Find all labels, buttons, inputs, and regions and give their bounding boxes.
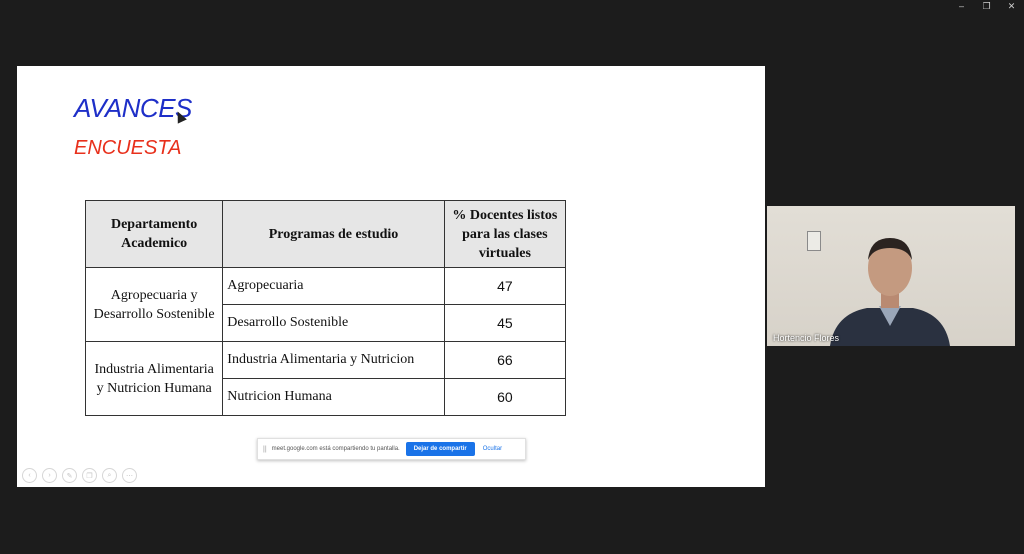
drag-handle-icon[interactable]: || (263, 445, 267, 453)
pen-icon[interactable]: ✎ (62, 468, 77, 483)
screen-share-bar (257, 438, 526, 460)
stop-sharing-button[interactable]: Dejar de compartir (406, 442, 475, 456)
share-message: meet.google.com está compartiendo tu pantalla. (271, 446, 400, 452)
program-cell: Nutricion Humana (223, 379, 444, 416)
program-cell: Agropecuaria (223, 268, 444, 305)
slide-subtitle: ENCUESTA (74, 137, 182, 159)
minimize-icon[interactable]: – (958, 0, 964, 11)
window-controls (949, 0, 1024, 12)
restore-icon[interactable]: ❐ (982, 0, 991, 11)
participant-video-tile[interactable] (767, 206, 1015, 346)
next-icon[interactable]: › (42, 468, 57, 483)
program-cell: Industria Alimentaria y Nutricion (223, 342, 444, 379)
percent-cell: 47 (444, 268, 565, 305)
header-department: Departamento Academico (86, 201, 223, 268)
copy-icon[interactable]: ❐ (82, 468, 97, 483)
header-percent: % Docentes listos para las clases virtuales (444, 201, 565, 268)
percent-cell: 60 (444, 379, 565, 416)
hide-link[interactable]: Ocultar (482, 446, 503, 452)
department-cell: Agropecuaria y Desarrollo Sostenible (86, 268, 223, 342)
percent-cell: 66 (444, 342, 565, 379)
table-row (86, 342, 566, 379)
participant-video-image (825, 226, 955, 346)
table-row (86, 268, 566, 305)
program-cell: Desarrollo Sostenible (223, 305, 444, 342)
slide-toolbar (22, 468, 137, 483)
zoom-icon[interactable]: ⌕ (102, 468, 117, 483)
participant-name: Hortencio Flores (773, 333, 840, 343)
percent-cell: 45 (444, 305, 565, 342)
wall-switch-image (807, 231, 821, 251)
survey-table (85, 200, 566, 416)
prev-icon[interactable]: ‹ (22, 468, 37, 483)
more-icon[interactable]: ⋯ (122, 468, 137, 483)
header-program: Programas de estudio (223, 201, 444, 268)
slide-title: AVANCES (74, 93, 192, 123)
close-icon[interactable]: ✕ (1007, 0, 1016, 11)
presentation-slide (17, 66, 765, 487)
table-header-row (86, 201, 566, 268)
department-cell: Industria Alimentaria y Nutricion Humana (86, 342, 223, 416)
